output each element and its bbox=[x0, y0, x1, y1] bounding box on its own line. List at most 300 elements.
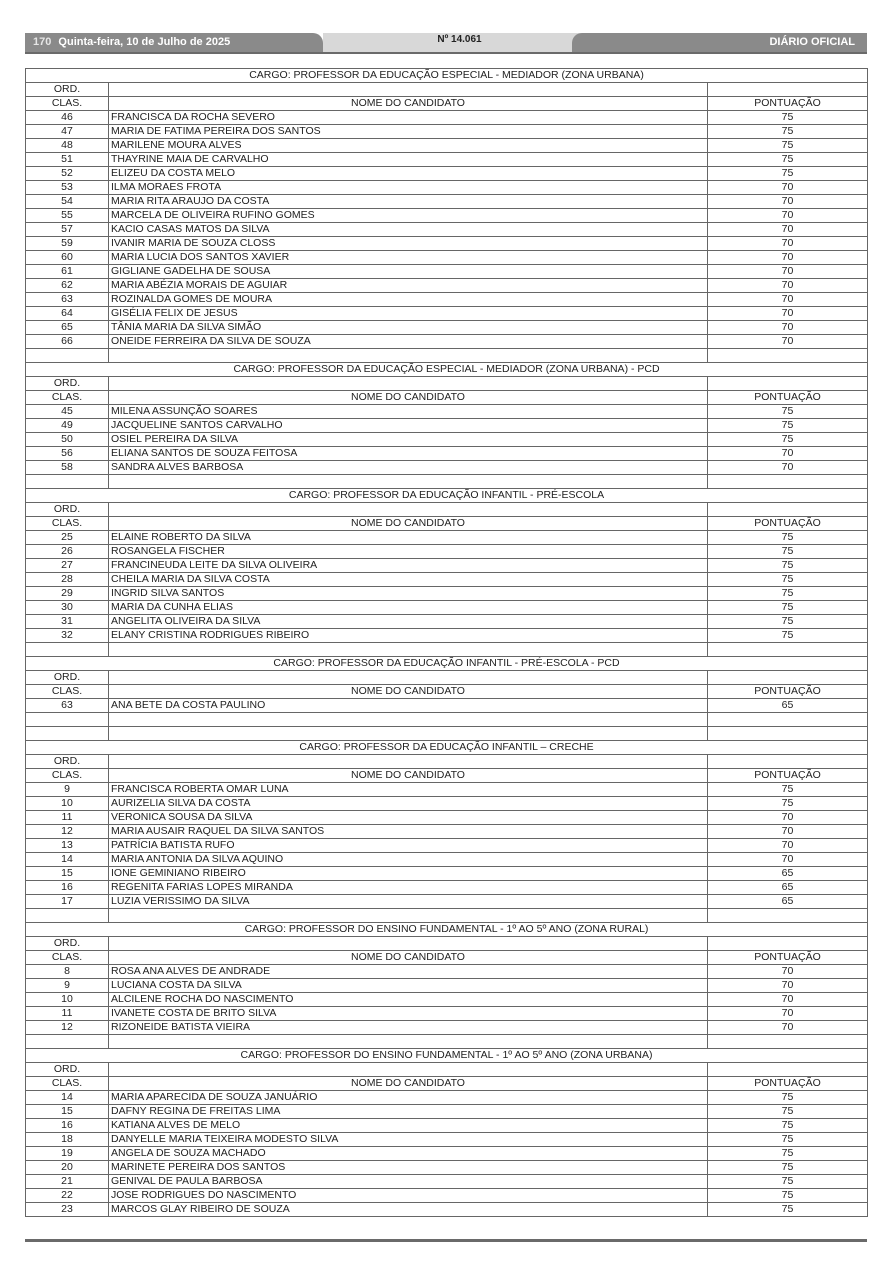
candidate-name: ALCILENE ROCHA DO NASCIMENTO bbox=[109, 993, 708, 1007]
classification-number: 48 bbox=[26, 139, 109, 153]
candidate-name: CHEILA MARIA DA SILVA COSTA bbox=[109, 573, 708, 587]
candidate-name: IVANIR MARIA DE SOUZA CLOSS bbox=[109, 237, 708, 251]
table-row bbox=[26, 195, 868, 209]
table-row bbox=[26, 1021, 868, 1035]
table-row bbox=[26, 1091, 868, 1105]
classification-number: 63 bbox=[26, 699, 109, 713]
candidate-name: MARCOS GLAY RIBEIRO DE SOUZA bbox=[109, 1203, 708, 1217]
candidate-name: INGRID SILVA SANTOS bbox=[109, 587, 708, 601]
table-row bbox=[26, 839, 868, 853]
classification-number: 66 bbox=[26, 335, 109, 349]
candidate-score: 70 bbox=[708, 209, 868, 223]
cargo-title: CARGO: PROFESSOR DA EDUCAÇÃO INFANTIL - PRÉ-ESCOLA bbox=[26, 489, 868, 503]
candidate-name: PATRÍCIA BATISTA RUFO bbox=[109, 839, 708, 853]
classification-number: 9 bbox=[26, 979, 109, 993]
publication-name: DIÁRIO OFICIAL bbox=[572, 33, 867, 52]
candidate-name: LUZIA VERISSIMO DA SILVA bbox=[109, 895, 708, 909]
empty-cell bbox=[708, 713, 868, 727]
cargo-row bbox=[26, 657, 868, 671]
header-row-columns bbox=[26, 391, 868, 405]
candidate-score: 75 bbox=[708, 1189, 868, 1203]
candidate-name: RIZONEIDE BATISTA VIEIRA bbox=[109, 1021, 708, 1035]
table-row bbox=[26, 881, 868, 895]
candidate-name: REGENITA FARIAS LOPES MIRANDA bbox=[109, 881, 708, 895]
pontuacao-column-header: PONTUAÇÃO bbox=[708, 1077, 868, 1091]
table-row bbox=[26, 797, 868, 811]
candidate-score: 70 bbox=[708, 811, 868, 825]
classification-number: 62 bbox=[26, 279, 109, 293]
candidate-name: ANA BETE DA COSTA PAULINO bbox=[109, 699, 708, 713]
nome-column-header: NOME DO CANDIDATO bbox=[109, 97, 708, 111]
candidate-score: 70 bbox=[708, 825, 868, 839]
candidate-name: GISÉLIA FELIX DE JESUS bbox=[109, 307, 708, 321]
header-date-block bbox=[25, 33, 323, 52]
cargo-title: CARGO: PROFESSOR DA EDUCAÇÃO INFANTIL - PRÉ-ESCOLA - PCD bbox=[26, 657, 868, 671]
cargo-row bbox=[26, 69, 868, 83]
table-row bbox=[26, 573, 868, 587]
clas-label: CLAS. bbox=[26, 1077, 109, 1091]
header-row-ord bbox=[26, 755, 868, 769]
cargo-row bbox=[26, 363, 868, 377]
candidate-name: MARIA AUSAIR RAQUEL DA SILVA SANTOS bbox=[109, 825, 708, 839]
candidate-name: MARIA DE FATIMA PEREIRA DOS SANTOS bbox=[109, 125, 708, 139]
nome-column-header: NOME DO CANDIDATO bbox=[109, 951, 708, 965]
candidate-name: KATIANA ALVES DE MELO bbox=[109, 1119, 708, 1133]
classification-number: 16 bbox=[26, 1119, 109, 1133]
candidate-score: 75 bbox=[708, 783, 868, 797]
table-row bbox=[26, 279, 868, 293]
candidate-score: 75 bbox=[708, 1161, 868, 1175]
candidates-table bbox=[25, 68, 868, 1217]
empty-cell bbox=[109, 755, 708, 769]
table-row bbox=[26, 629, 868, 643]
classification-number: 29 bbox=[26, 587, 109, 601]
ord-label: ORD. bbox=[26, 503, 109, 517]
candidate-name: IONE GEMINIANO RIBEIRO bbox=[109, 867, 708, 881]
candidate-score: 70 bbox=[708, 237, 868, 251]
candidate-score: 75 bbox=[708, 601, 868, 615]
blank-row bbox=[26, 727, 868, 741]
candidate-score: 75 bbox=[708, 545, 868, 559]
blank-row bbox=[26, 643, 868, 657]
candidate-name: ANGELA DE SOUZA MACHADO bbox=[109, 1147, 708, 1161]
clas-label: CLAS. bbox=[26, 517, 109, 531]
empty-cell bbox=[708, 909, 868, 923]
candidate-name: ELAINE ROBERTO DA SILVA bbox=[109, 531, 708, 545]
candidate-score: 75 bbox=[708, 1105, 868, 1119]
table-row bbox=[26, 153, 868, 167]
candidate-score: 70 bbox=[708, 321, 868, 335]
candidate-score: 70 bbox=[708, 195, 868, 209]
classification-number: 11 bbox=[26, 811, 109, 825]
table-row bbox=[26, 559, 868, 573]
empty-cell bbox=[708, 83, 868, 97]
candidate-score: 70 bbox=[708, 335, 868, 349]
candidate-name: DANYELLE MARIA TEIXEIRA MODESTO SILVA bbox=[109, 1133, 708, 1147]
candidate-name: MARCELA DE OLIVEIRA RUFINO GOMES bbox=[109, 209, 708, 223]
empty-cell bbox=[708, 1063, 868, 1077]
blank-row bbox=[26, 475, 868, 489]
empty-cell bbox=[708, 349, 868, 363]
candidate-score: 70 bbox=[708, 461, 868, 475]
candidate-score: 75 bbox=[708, 615, 868, 629]
cargo-title: CARGO: PROFESSOR DO ENSINO FUNDAMENTAL - 1º AO 5º ANO (ZONA RURAL) bbox=[26, 923, 868, 937]
candidate-score: 75 bbox=[708, 405, 868, 419]
cargo-row bbox=[26, 1049, 868, 1063]
candidate-name: LUCIANA COSTA DA SILVA bbox=[109, 979, 708, 993]
clas-label: CLAS. bbox=[26, 769, 109, 783]
candidate-name: MARILENE MOURA ALVES bbox=[109, 139, 708, 153]
cargo-row bbox=[26, 741, 868, 755]
empty-cell bbox=[708, 727, 868, 741]
candidate-score: 70 bbox=[708, 839, 868, 853]
ord-label: ORD. bbox=[26, 671, 109, 685]
table-row bbox=[26, 223, 868, 237]
empty-cell bbox=[109, 909, 708, 923]
candidate-name: ILMA MORAES FROTA bbox=[109, 181, 708, 195]
candidate-score: 70 bbox=[708, 447, 868, 461]
candidate-name: GENIVAL DE PAULA BARBOSA bbox=[109, 1175, 708, 1189]
candidate-score: 70 bbox=[708, 279, 868, 293]
empty-cell bbox=[109, 475, 708, 489]
empty-cell bbox=[109, 349, 708, 363]
classification-number: 10 bbox=[26, 993, 109, 1007]
classification-number: 47 bbox=[26, 125, 109, 139]
table-row bbox=[26, 1189, 868, 1203]
table-row bbox=[26, 1105, 868, 1119]
table-row bbox=[26, 783, 868, 797]
pontuacao-column-header: PONTUAÇÃO bbox=[708, 517, 868, 531]
candidate-name: OSIEL PEREIRA DA SILVA bbox=[109, 433, 708, 447]
publication-date: Quinta-feira, 10 de Julho de 2025 bbox=[58, 36, 231, 48]
table-row bbox=[26, 867, 868, 881]
classification-number: 49 bbox=[26, 419, 109, 433]
candidate-name: JACQUELINE SANTOS CARVALHO bbox=[109, 419, 708, 433]
candidate-name: MARIA DA CUNHA ELIAS bbox=[109, 601, 708, 615]
table-row bbox=[26, 825, 868, 839]
candidate-name: THAYRINE MAIA DE CARVALHO bbox=[109, 153, 708, 167]
table-row bbox=[26, 993, 868, 1007]
classification-number: 27 bbox=[26, 559, 109, 573]
empty-cell bbox=[708, 503, 868, 517]
table-row bbox=[26, 979, 868, 993]
nome-column-header: NOME DO CANDIDATO bbox=[109, 517, 708, 531]
table-row bbox=[26, 237, 868, 251]
ord-label: ORD. bbox=[26, 755, 109, 769]
classification-number: 18 bbox=[26, 1133, 109, 1147]
candidate-name: MARIA RITA ARAUJO DA COSTA bbox=[109, 195, 708, 209]
classification-number: 12 bbox=[26, 825, 109, 839]
classification-number: 10 bbox=[26, 797, 109, 811]
candidate-score: 70 bbox=[708, 307, 868, 321]
candidate-score: 75 bbox=[708, 531, 868, 545]
candidate-score: 75 bbox=[708, 559, 868, 573]
table-row bbox=[26, 1119, 868, 1133]
classification-number: 9 bbox=[26, 783, 109, 797]
table-row bbox=[26, 111, 868, 125]
candidate-name: FRANCINEUDA LEITE DA SILVA OLIVEIRA bbox=[109, 559, 708, 573]
nome-column-header: NOME DO CANDIDATO bbox=[109, 1077, 708, 1091]
classification-number: 46 bbox=[26, 111, 109, 125]
empty-cell bbox=[109, 643, 708, 657]
header-row-columns bbox=[26, 97, 868, 111]
classification-number: 61 bbox=[26, 265, 109, 279]
candidate-score: 70 bbox=[708, 223, 868, 237]
candidate-name: FRANCISCA DA ROCHA SEVERO bbox=[109, 111, 708, 125]
candidate-score: 75 bbox=[708, 1147, 868, 1161]
empty-cell bbox=[708, 475, 868, 489]
table-row bbox=[26, 531, 868, 545]
pontuacao-column-header: PONTUAÇÃO bbox=[708, 391, 868, 405]
table-row bbox=[26, 405, 868, 419]
table-row bbox=[26, 615, 868, 629]
table-row bbox=[26, 1203, 868, 1217]
classification-number: 58 bbox=[26, 461, 109, 475]
classification-number: 14 bbox=[26, 853, 109, 867]
candidate-score: 65 bbox=[708, 895, 868, 909]
cargo-title: CARGO: PROFESSOR DA EDUCAÇÃO INFANTIL – CRECHE bbox=[26, 741, 868, 755]
empty-cell bbox=[26, 909, 109, 923]
candidate-score: 70 bbox=[708, 251, 868, 265]
candidate-score: 75 bbox=[708, 1203, 868, 1217]
classification-number: 17 bbox=[26, 895, 109, 909]
candidate-name: ROSANGELA FISCHER bbox=[109, 545, 708, 559]
candidate-name: KACIO CASAS MATOS DA SILVA bbox=[109, 223, 708, 237]
candidate-name: TÂNIA MARIA DA SILVA SIMÃO bbox=[109, 321, 708, 335]
table-row bbox=[26, 335, 868, 349]
table-row bbox=[26, 1175, 868, 1189]
classification-number: 50 bbox=[26, 433, 109, 447]
table-row bbox=[26, 265, 868, 279]
candidate-score: 70 bbox=[708, 965, 868, 979]
classification-number: 31 bbox=[26, 615, 109, 629]
candidate-score: 75 bbox=[708, 433, 868, 447]
blank-row bbox=[26, 1035, 868, 1049]
classification-number: 11 bbox=[26, 1007, 109, 1021]
classification-number: 60 bbox=[26, 251, 109, 265]
blank-row bbox=[26, 349, 868, 363]
table-row bbox=[26, 433, 868, 447]
empty-cell bbox=[109, 83, 708, 97]
classification-number: 53 bbox=[26, 181, 109, 195]
empty-cell bbox=[26, 727, 109, 741]
table-row bbox=[26, 895, 868, 909]
table-row bbox=[26, 321, 868, 335]
candidate-score: 70 bbox=[708, 265, 868, 279]
table-row bbox=[26, 545, 868, 559]
empty-cell bbox=[26, 1035, 109, 1049]
candidate-name: ANGELITA OLIVEIRA DA SILVA bbox=[109, 615, 708, 629]
header-row-columns bbox=[26, 951, 868, 965]
empty-cell bbox=[26, 643, 109, 657]
candidate-score: 70 bbox=[708, 853, 868, 867]
candidate-score: 70 bbox=[708, 993, 868, 1007]
classification-number: 23 bbox=[26, 1203, 109, 1217]
candidate-score: 70 bbox=[708, 1007, 868, 1021]
classification-number: 22 bbox=[26, 1189, 109, 1203]
classification-number: 19 bbox=[26, 1147, 109, 1161]
candidate-score: 75 bbox=[708, 587, 868, 601]
empty-cell bbox=[708, 937, 868, 951]
table-row bbox=[26, 461, 868, 475]
classification-number: 26 bbox=[26, 545, 109, 559]
candidate-score: 75 bbox=[708, 1119, 868, 1133]
candidate-name: VERONICA SOUSA DA SILVA bbox=[109, 811, 708, 825]
ord-label: ORD. bbox=[26, 377, 109, 391]
candidate-name: MARIA ABÉZIA MORAIS DE AGUIAR bbox=[109, 279, 708, 293]
empty-cell bbox=[26, 713, 109, 727]
table-row bbox=[26, 1147, 868, 1161]
candidate-score: 75 bbox=[708, 167, 868, 181]
candidate-name: ONEIDE FERREIRA DA SILVA DE SOUZA bbox=[109, 335, 708, 349]
header-row-columns bbox=[26, 517, 868, 531]
header-row-ord bbox=[26, 503, 868, 517]
ord-label: ORD. bbox=[26, 1063, 109, 1077]
table-row bbox=[26, 1133, 868, 1147]
candidate-name: DAFNY REGINA DE FREITAS LIMA bbox=[109, 1105, 708, 1119]
candidate-name: MILENA ASSUNÇÃO SOARES bbox=[109, 405, 708, 419]
pontuacao-column-header: PONTUAÇÃO bbox=[708, 769, 868, 783]
header-row-ord bbox=[26, 1063, 868, 1077]
classification-number: 15 bbox=[26, 1105, 109, 1119]
issue-number: Nº 14.061 bbox=[323, 33, 596, 52]
empty-cell bbox=[708, 755, 868, 769]
table-row bbox=[26, 699, 868, 713]
header-row-columns bbox=[26, 685, 868, 699]
header-row-ord bbox=[26, 671, 868, 685]
clas-label: CLAS. bbox=[26, 391, 109, 405]
classification-number: 65 bbox=[26, 321, 109, 335]
classification-number: 56 bbox=[26, 447, 109, 461]
candidate-name: AURIZELIA SILVA DA COSTA bbox=[109, 797, 708, 811]
empty-cell bbox=[109, 377, 708, 391]
classification-number: 8 bbox=[26, 965, 109, 979]
candidate-score: 75 bbox=[708, 153, 868, 167]
candidate-score: 75 bbox=[708, 573, 868, 587]
candidate-score: 75 bbox=[708, 1091, 868, 1105]
nome-column-header: NOME DO CANDIDATO bbox=[109, 769, 708, 783]
candidate-score: 70 bbox=[708, 293, 868, 307]
candidate-name: ROZINALDA GOMES DE MOURA bbox=[109, 293, 708, 307]
empty-cell bbox=[109, 1063, 708, 1077]
table-row bbox=[26, 209, 868, 223]
table-row bbox=[26, 307, 868, 321]
classification-number: 57 bbox=[26, 223, 109, 237]
candidate-name: ELANY CRISTINA RODRIGUES RIBEIRO bbox=[109, 629, 708, 643]
empty-cell bbox=[708, 671, 868, 685]
header-row-ord bbox=[26, 937, 868, 951]
empty-cell bbox=[109, 727, 708, 741]
page-number: 170 bbox=[33, 36, 52, 48]
table-row bbox=[26, 587, 868, 601]
empty-cell bbox=[109, 503, 708, 517]
candidate-score: 75 bbox=[708, 797, 868, 811]
table-row bbox=[26, 167, 868, 181]
header-row-columns bbox=[26, 1077, 868, 1091]
candidate-name: ROSA ANA ALVES DE ANDRADE bbox=[109, 965, 708, 979]
candidate-name: SANDRA ALVES BARBOSA bbox=[109, 461, 708, 475]
table-row bbox=[26, 181, 868, 195]
clas-label: CLAS. bbox=[26, 685, 109, 699]
candidate-name: ELIANA SANTOS DE SOUZA FEITOSA bbox=[109, 447, 708, 461]
candidate-name: GIGLIANE GADELHA DE SOUSA bbox=[109, 265, 708, 279]
table-row bbox=[26, 139, 868, 153]
candidate-name: MARIA APARECIDA DE SOUZA JANUÁRIO bbox=[109, 1091, 708, 1105]
table-row bbox=[26, 811, 868, 825]
candidate-name: MARINETE PEREIRA DOS SANTOS bbox=[109, 1161, 708, 1175]
classification-number: 12 bbox=[26, 1021, 109, 1035]
classification-number: 32 bbox=[26, 629, 109, 643]
classification-number: 51 bbox=[26, 153, 109, 167]
classification-number: 25 bbox=[26, 531, 109, 545]
empty-cell bbox=[708, 377, 868, 391]
classification-number: 14 bbox=[26, 1091, 109, 1105]
candidate-name: FRANCISCA ROBERTA OMAR LUNA bbox=[109, 783, 708, 797]
classification-number: 13 bbox=[26, 839, 109, 853]
table-row bbox=[26, 1007, 868, 1021]
classification-number: 16 bbox=[26, 881, 109, 895]
cargo-title: CARGO: PROFESSOR DO ENSINO FUNDAMENTAL - 1º AO 5º ANO (ZONA URBANA) bbox=[26, 1049, 868, 1063]
classification-number: 45 bbox=[26, 405, 109, 419]
candidate-score: 65 bbox=[708, 881, 868, 895]
pontuacao-column-header: PONTUAÇÃO bbox=[708, 97, 868, 111]
candidate-score: 70 bbox=[708, 1021, 868, 1035]
candidate-score: 75 bbox=[708, 125, 868, 139]
table-row bbox=[26, 447, 868, 461]
candidate-score: 75 bbox=[708, 139, 868, 153]
table-row bbox=[26, 293, 868, 307]
table-row bbox=[26, 965, 868, 979]
nome-column-header: NOME DO CANDIDATO bbox=[109, 685, 708, 699]
header-row-ord bbox=[26, 377, 868, 391]
empty-cell bbox=[109, 713, 708, 727]
candidate-name: JOSE RODRIGUES DO NASCIMENTO bbox=[109, 1189, 708, 1203]
pontuacao-column-header: PONTUAÇÃO bbox=[708, 951, 868, 965]
blank-row bbox=[26, 909, 868, 923]
candidate-name: MARIA LUCIA DOS SANTOS XAVIER bbox=[109, 251, 708, 265]
footer-divider bbox=[25, 1239, 867, 1242]
classification-number: 52 bbox=[26, 167, 109, 181]
classification-number: 55 bbox=[26, 209, 109, 223]
candidate-score: 75 bbox=[708, 111, 868, 125]
table-row bbox=[26, 853, 868, 867]
classification-number: 20 bbox=[26, 1161, 109, 1175]
candidate-name: ELIZEU DA COSTA MELO bbox=[109, 167, 708, 181]
ord-label: ORD. bbox=[26, 83, 109, 97]
candidate-score: 75 bbox=[708, 629, 868, 643]
cargo-title: CARGO: PROFESSOR DA EDUCAÇÃO ESPECIAL - MEDIADOR (ZONA URBANA) bbox=[26, 69, 868, 83]
header-row-columns bbox=[26, 769, 868, 783]
header-row-ord bbox=[26, 83, 868, 97]
candidate-score: 75 bbox=[708, 419, 868, 433]
classification-number: 28 bbox=[26, 573, 109, 587]
pontuacao-column-header: PONTUAÇÃO bbox=[708, 685, 868, 699]
table-row bbox=[26, 1161, 868, 1175]
table-row bbox=[26, 419, 868, 433]
clas-label: CLAS. bbox=[26, 951, 109, 965]
candidate-score: 70 bbox=[708, 979, 868, 993]
header-divider bbox=[25, 52, 867, 54]
cargo-title: CARGO: PROFESSOR DA EDUCAÇÃO ESPECIAL - MEDIADOR (ZONA URBANA) - PCD bbox=[26, 363, 868, 377]
blank-row bbox=[26, 713, 868, 727]
candidate-score: 75 bbox=[708, 1175, 868, 1189]
classification-number: 64 bbox=[26, 307, 109, 321]
page-header bbox=[25, 33, 867, 52]
empty-cell bbox=[109, 937, 708, 951]
candidate-score: 75 bbox=[708, 1133, 868, 1147]
classification-number: 15 bbox=[26, 867, 109, 881]
table-row bbox=[26, 251, 868, 265]
